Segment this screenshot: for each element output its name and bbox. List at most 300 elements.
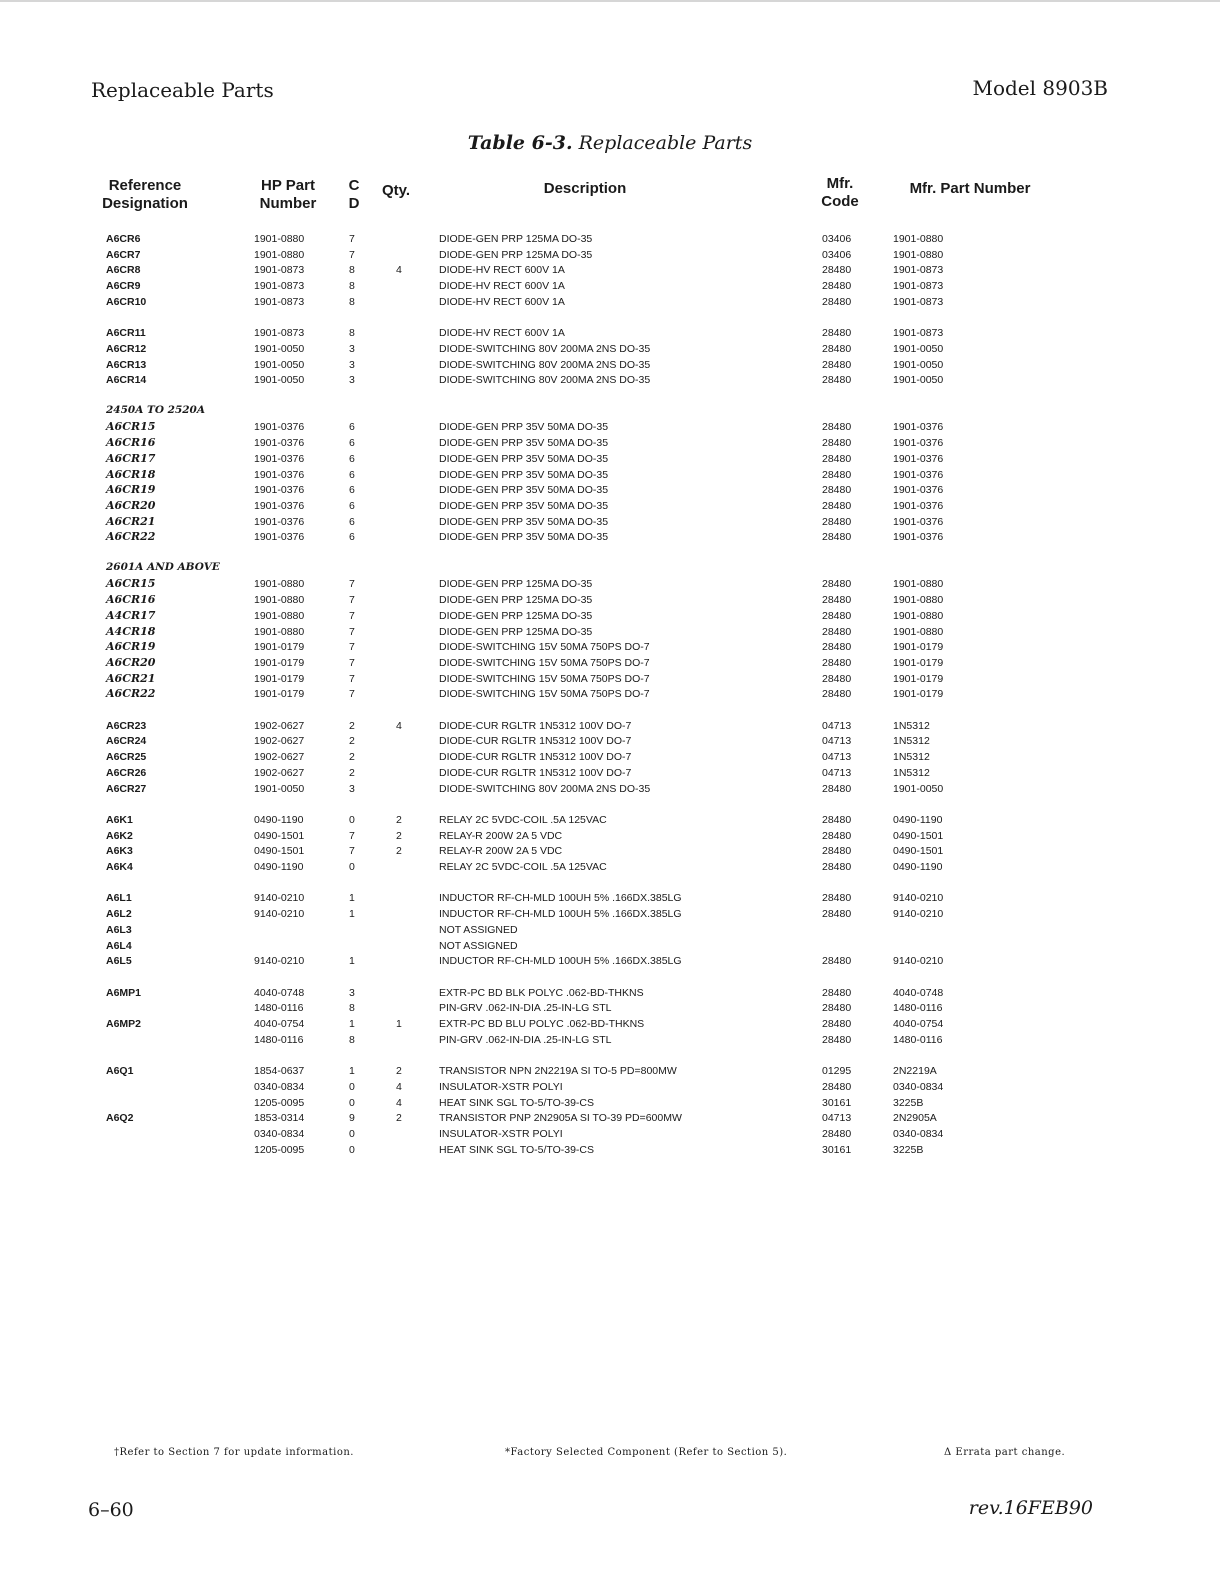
table-row (0, 828, 1220, 844)
cell-mpn: 1N5312 (893, 735, 930, 748)
cell-desc: DIODE-GEN PRP 125MA DO-35 (439, 578, 593, 591)
table-row (0, 451, 1220, 467)
cell-cd: 6 (349, 484, 355, 497)
table-row (0, 482, 1220, 498)
cell-mpn: 1901-0376 (893, 421, 944, 434)
cell-cd: 8 (349, 327, 355, 340)
cell-ref: A6CR21 (106, 671, 156, 685)
table-row (0, 953, 1220, 969)
cell-cd: 6 (349, 437, 355, 450)
table-row (0, 686, 1220, 702)
cell-mpn: 1901-0880 (893, 609, 944, 622)
cell-desc: DIODE-HV RECT 600V 1A (439, 264, 565, 277)
cell-hp: 1205-0095 (254, 1096, 305, 1109)
cell-hp: 9140-0210 (254, 892, 305, 905)
cell-code: 28480 (822, 452, 852, 465)
table-row (0, 843, 1220, 859)
cell-desc: RELAY 2C 5VDC-COIL .5A 125VAC (439, 813, 607, 826)
table-row (0, 357, 1220, 373)
cell-cd: 0 (349, 1096, 355, 1109)
cell-ref: A6CR17 (106, 451, 156, 465)
cell-mpn: 1901-0376 (893, 452, 944, 465)
cell-ref: A4CR17 (106, 608, 156, 622)
revision-date: rev.16FEB90 (968, 1497, 1093, 1519)
cell-cd: 2 (349, 735, 355, 748)
cell-ref: A6CR27 (106, 782, 147, 795)
cell-qty: 2 (396, 813, 402, 826)
table-row (0, 812, 1220, 828)
group-label: 2450A TO 2520A (106, 403, 206, 416)
table-row (0, 529, 1220, 545)
cell-ref: A6CR14 (106, 374, 147, 387)
cell-cd: 2 (349, 751, 355, 764)
cell-code: 28480 (822, 641, 852, 654)
cell-hp: 1901-0873 (254, 280, 305, 293)
table-row (0, 372, 1220, 388)
cell-cd: 7 (349, 672, 355, 685)
cell-mpn: 1901-0376 (893, 437, 944, 450)
table-row (0, 906, 1220, 922)
cell-code: 28480 (822, 264, 852, 277)
cell-code: 30161 (822, 1143, 852, 1156)
cell-ref: A6CR12 (106, 342, 147, 355)
cell-code: 28480 (822, 1127, 852, 1140)
cell-desc: DIODE-SWITCHING 15V 50MA 750PS DO-7 (439, 641, 650, 654)
table-row (0, 576, 1220, 592)
cell-mpn: 1901-0880 (893, 578, 944, 591)
cell-code: 28480 (822, 374, 852, 387)
cell-desc: INSULATOR-XSTR POLYI (439, 1080, 563, 1093)
cell-code: 28480 (822, 421, 852, 434)
cell-mpn: 1901-0050 (893, 358, 944, 371)
cell-hp: 1901-0873 (254, 295, 305, 308)
cell-hp: 1901-0179 (254, 672, 305, 685)
cell-mpn: 1N5312 (893, 751, 930, 764)
cell-ref: A6CR22 (106, 687, 156, 701)
cell-desc: DIODE-GEN PRP 35V 50MA DO-35 (439, 499, 609, 512)
cell-code: 28480 (822, 484, 852, 497)
cell-ref: A6K4 (106, 861, 133, 873)
footnote-factory-selected: *Factory Selected Component (Refer to Section 5). (505, 1447, 788, 1458)
cell-desc: NOT ASSIGNED (439, 923, 518, 936)
cell-ref: A6CR15 (106, 577, 156, 591)
cell-cd: 7 (349, 594, 355, 607)
cell-qty: 2 (396, 1065, 402, 1078)
cell-hp: 0490-1190 (254, 813, 304, 826)
cell-cd: 8 (349, 1002, 355, 1015)
col-hp-line1: HP Part (261, 177, 315, 194)
cell-ref: A6K1 (106, 813, 133, 826)
cell-desc: INDUCTOR RF-CH-MLD 100UH 5% .166DX.385LG (439, 955, 682, 968)
cell-ref: A6K3 (106, 845, 133, 858)
cell-cd: 6 (349, 421, 355, 434)
cell-cd: 9 (349, 1112, 355, 1125)
cell-ref: A6CR26 (106, 766, 147, 779)
cell-code: 28480 (822, 955, 852, 968)
cell-desc: PIN-GRV .062-IN-DIA .25-IN-LG STL (439, 1033, 612, 1046)
footnote-update-info: †Refer to Section 7 for update information. (114, 1447, 354, 1458)
table-row (0, 419, 1220, 435)
cell-hp: 1901-0376 (254, 484, 305, 497)
cell-ref: A6CR6 (106, 233, 141, 245)
cell-ref: A6CR7 (106, 248, 141, 261)
cell-code: 28480 (822, 468, 852, 481)
cell-ref: A4CR18 (106, 624, 156, 638)
cell-mpn: 1901-0179 (893, 641, 944, 654)
cell-code: 01295 (822, 1065, 852, 1078)
cell-desc: DIODE-GEN PRP 35V 50MA DO-35 (439, 531, 609, 544)
cell-code: 28480 (822, 986, 852, 999)
cell-code: 28480 (822, 342, 852, 355)
cell-cd: 2 (349, 719, 355, 732)
cell-desc: DIODE-GEN PRP 125MA DO-35 (439, 609, 593, 622)
table-row (0, 718, 1220, 734)
cell-mpn: 1N5312 (893, 719, 930, 732)
table-row (0, 1032, 1220, 1048)
cell-code: 30161 (822, 1096, 852, 1109)
cell-cd: 8 (349, 295, 355, 308)
table-row (0, 325, 1220, 341)
cell-cd: 1 (349, 1018, 355, 1030)
cell-ref: A6CR16 (106, 436, 156, 450)
cell-desc: HEAT SINK SGL TO-5/TO-39-CS (439, 1096, 595, 1109)
cell-ref: A6CR11 (106, 327, 146, 340)
cell-mpn: 1480-0116 (893, 1002, 943, 1015)
cell-ref: A6L3 (106, 923, 132, 936)
cell-desc: INDUCTOR RF-CH-MLD 100UH 5% .166DX.385LG (439, 908, 682, 921)
table-row (0, 231, 1220, 247)
cell-hp: 1205-0095 (254, 1143, 305, 1156)
table-row (0, 985, 1220, 1001)
cell-code: 28480 (822, 829, 852, 842)
cell-mpn: 9140-0210 (893, 892, 944, 905)
table-row (0, 592, 1220, 608)
cell-desc: DIODE-GEN PRP 125MA DO-35 (439, 594, 593, 607)
cell-desc: DIODE-GEN PRP 35V 50MA DO-35 (439, 421, 609, 434)
cell-hp: 1901-0050 (254, 342, 305, 355)
col-cd-line2: D (348, 195, 360, 212)
cell-code: 28480 (822, 656, 852, 669)
cell-mpn: 3225B (893, 1096, 924, 1109)
cell-cd: 8 (349, 280, 355, 293)
cell-cd: 7 (349, 829, 355, 842)
cell-desc: DIODE-GEN PRP 35V 50MA DO-35 (439, 468, 609, 481)
cell-desc: DIODE-SWITCHING 15V 50MA 750PS DO-7 (439, 688, 650, 701)
cell-mpn: 1901-0376 (893, 499, 944, 512)
cell-desc: EXTR-PC BD BLK POLYC .062-BD-THKNS (439, 986, 644, 999)
cell-cd: 7 (349, 845, 355, 858)
cell-desc: DIODE-GEN PRP 125MA DO-35 (439, 248, 593, 261)
cell-hp: 1901-0880 (254, 594, 305, 607)
cell-mpn: 1901-0873 (893, 327, 944, 340)
cell-code: 03406 (822, 233, 852, 245)
cell-hp: 0340-0834 (254, 1080, 305, 1093)
cell-mpn: 3225B (893, 1143, 924, 1156)
table-row (0, 514, 1220, 530)
cell-ref: A6CR15 (106, 420, 156, 434)
cell-cd: 7 (349, 578, 355, 591)
cell-code: 28480 (822, 813, 852, 826)
cell-code: 04713 (822, 751, 852, 764)
cell-hp: 1901-0179 (254, 641, 305, 654)
cell-mpn: 1901-0873 (893, 280, 944, 293)
cell-hp: 1901-0376 (254, 421, 305, 434)
cell-code: 28480 (822, 515, 852, 528)
cell-desc: DIODE-CUR RGLTR 1N5312 100V DO-7 (439, 751, 632, 764)
cell-cd: 1 (349, 955, 355, 968)
col-description: Description (543, 180, 627, 197)
table-row (0, 498, 1220, 514)
cell-qty: 2 (396, 829, 402, 842)
table-row (0, 890, 1220, 906)
table-row (0, 1016, 1220, 1032)
cell-hp: 1480-0116 (254, 1002, 304, 1015)
cell-mpn: 0340-0834 (893, 1080, 944, 1093)
cell-code: 28480 (822, 782, 852, 795)
col-mfr-line1: Mfr. (826, 175, 854, 192)
cell-desc: RELAY 2C 5VDC-COIL .5A 125VAC (439, 861, 607, 873)
cell-desc: RELAY-R 200W 2A 5 VDC (439, 829, 563, 842)
cell-desc: DIODE-SWITCHING 80V 200MA 2NS DO-35 (439, 342, 651, 355)
cell-ref: A6CR18 (106, 467, 156, 481)
cell-hp: 1853-0314 (254, 1112, 305, 1125)
table-row (0, 938, 1220, 954)
table-row (0, 247, 1220, 263)
cell-code: 28480 (822, 327, 852, 340)
cell-cd: 6 (349, 515, 355, 528)
cell-hp: 4040-0748 (254, 986, 305, 999)
cell-desc: DIODE-GEN PRP 35V 50MA DO-35 (439, 484, 609, 497)
cell-mpn: 4040-0748 (893, 986, 944, 999)
cell-hp: 1901-0880 (254, 625, 305, 638)
cell-mpn: 0490-1190 (893, 861, 943, 873)
cell-ref: A6Q2 (106, 1112, 134, 1125)
cell-mpn: 9140-0210 (893, 955, 944, 968)
cell-mpn: 1901-0376 (893, 515, 944, 528)
cell-cd: 6 (349, 468, 355, 481)
cell-mpn: 1901-0880 (893, 233, 944, 245)
cell-hp: 1901-0880 (254, 233, 305, 245)
cell-mpn: 2N2219A (893, 1065, 937, 1078)
cell-hp: 1901-0376 (254, 437, 305, 450)
cell-desc: DIODE-CUR RGLTR 1N5312 100V DO-7 (439, 719, 632, 732)
table-row (0, 608, 1220, 624)
cell-code: 28480 (822, 1002, 852, 1015)
cell-mpn: 0490-1501 (893, 845, 944, 858)
cell-ref: A6CR24 (106, 735, 147, 748)
col-mfr-line2: Code (821, 193, 859, 210)
cell-desc: DIODE-GEN PRP 125MA DO-35 (439, 625, 593, 638)
table-row (0, 262, 1220, 278)
cell-mpn: 0490-1190 (893, 813, 943, 826)
col-cd-line1: C (348, 177, 360, 194)
cell-code: 04713 (822, 735, 852, 748)
cell-hp: 1480-0116 (254, 1033, 304, 1046)
cell-qty: 4 (396, 264, 402, 277)
cell-ref: A6L2 (106, 908, 132, 921)
cell-mpn: 0490-1501 (893, 829, 944, 842)
cell-cd: 3 (349, 986, 355, 999)
cell-desc: DIODE-GEN PRP 35V 50MA DO-35 (439, 452, 609, 465)
cell-desc: EXTR-PC BD BLU POLYC .062-BD-THKNS (439, 1018, 645, 1030)
cell-desc: DIODE-GEN PRP 125MA DO-35 (439, 233, 593, 245)
cell-ref: A6K2 (106, 829, 133, 842)
cell-hp: 1902-0627 (254, 735, 305, 748)
cell-ref: A6CR10 (106, 295, 147, 308)
cell-hp: 1901-0050 (254, 782, 305, 795)
table-row (0, 922, 1220, 938)
table-row (0, 749, 1220, 765)
table-row (0, 733, 1220, 749)
cell-mpn: 9140-0210 (893, 908, 944, 921)
cell-desc: DIODE-HV RECT 600V 1A (439, 295, 565, 308)
footnote-errata: Δ Errata part change. (944, 1447, 1066, 1458)
table-row (0, 1063, 1220, 1079)
cell-hp: 0340-0834 (254, 1127, 305, 1140)
cell-hp: 9140-0210 (254, 955, 305, 968)
cell-code: 28480 (822, 861, 852, 873)
cell-code: 28480 (822, 594, 852, 607)
cell-code: 28480 (822, 437, 852, 450)
cell-hp: 1901-0050 (254, 374, 305, 387)
table-row (0, 1000, 1220, 1016)
table-row (0, 624, 1220, 640)
table-name: Replaceable Parts (578, 132, 753, 154)
cell-desc: RELAY-R 200W 2A 5 VDC (439, 845, 563, 858)
cell-desc: DIODE-HV RECT 600V 1A (439, 280, 565, 293)
cell-ref: A6CR13 (106, 358, 147, 371)
cell-cd: 2 (349, 766, 355, 779)
table-row (0, 278, 1220, 294)
cell-qty: 4 (396, 719, 402, 732)
cell-mpn: 1480-0116 (893, 1033, 943, 1046)
table-row (0, 341, 1220, 357)
cell-desc: INDUCTOR RF-CH-MLD 100UH 5% .166DX.385LG (439, 892, 682, 905)
cell-code: 28480 (822, 578, 852, 591)
cell-mpn: 1901-0873 (893, 295, 944, 308)
cell-hp: 1901-0873 (254, 327, 305, 340)
cell-ref: A6CR22 (106, 530, 156, 544)
cell-desc: DIODE-SWITCHING 80V 200MA 2NS DO-35 (439, 782, 651, 795)
col-qty: Qty. (381, 182, 411, 199)
cell-desc: TRANSISTOR NPN 2N2219A SI TO-5 PD=800MW (439, 1065, 677, 1078)
cell-cd: 3 (349, 358, 355, 371)
cell-qty: 2 (396, 1112, 402, 1125)
col-mfr-part-number: Mfr. Part Number (909, 180, 1031, 197)
cell-desc: DIODE-HV RECT 600V 1A (439, 327, 565, 340)
cell-code: 28480 (822, 609, 852, 622)
col-ref-line2: Designation (102, 195, 188, 212)
cell-hp: 1901-0179 (254, 688, 305, 701)
cell-desc: DIODE-SWITCHING 15V 50MA 750PS DO-7 (439, 672, 650, 685)
cell-desc: DIODE-GEN PRP 35V 50MA DO-35 (439, 515, 609, 528)
cell-code: 28480 (822, 531, 852, 544)
cell-hp: 1854-0637 (254, 1065, 305, 1078)
cell-mpn: 1901-0880 (893, 594, 944, 607)
cell-cd: 7 (349, 688, 355, 701)
cell-cd: 8 (349, 1033, 355, 1046)
cell-code: 03406 (822, 248, 852, 261)
table-row (0, 781, 1220, 797)
cell-ref: A6CR20 (106, 655, 156, 669)
cell-qty: 1 (396, 1018, 402, 1030)
cell-mpn: 1901-0873 (893, 264, 944, 277)
cell-cd: 1 (349, 892, 355, 905)
cell-desc: DIODE-GEN PRP 35V 50MA DO-35 (439, 437, 609, 450)
cell-cd: 3 (349, 342, 355, 355)
cell-code: 28480 (822, 1080, 852, 1093)
cell-cd: 3 (349, 374, 355, 387)
cell-cd: 7 (349, 609, 355, 622)
cell-code: 28480 (822, 1018, 852, 1030)
cell-hp: 0490-1190 (254, 861, 304, 873)
cell-cd: 8 (349, 264, 355, 277)
cell-mpn: 1901-0376 (893, 531, 944, 544)
table-row (0, 765, 1220, 781)
cell-desc: TRANSISTOR PNP 2N2905A SI TO-39 PD=600MW (439, 1112, 682, 1125)
cell-mpn: 2N2905A (893, 1112, 937, 1125)
cell-cd: 0 (349, 861, 355, 873)
cell-ref: A6CR23 (106, 719, 147, 732)
cell-hp: 1902-0627 (254, 766, 305, 779)
cell-hp: 1901-0376 (254, 515, 305, 528)
table-row (0, 1142, 1220, 1158)
cell-hp: 1902-0627 (254, 719, 305, 732)
cell-mpn: 4040-0754 (893, 1018, 944, 1030)
cell-cd: 0 (349, 1127, 355, 1140)
cell-code: 04713 (822, 719, 852, 732)
cell-mpn: 0340-0834 (893, 1127, 944, 1140)
cell-hp: 0490-1501 (254, 829, 305, 842)
cell-cd: 7 (349, 641, 355, 654)
cell-cd: 1 (349, 1065, 355, 1078)
cell-hp: 4040-0754 (254, 1018, 305, 1030)
cell-code: 28480 (822, 625, 852, 638)
cell-ref: A6CR16 (106, 593, 156, 607)
cell-mpn: 1901-0880 (893, 625, 944, 638)
cell-cd: 7 (349, 233, 355, 245)
table-row (0, 655, 1220, 671)
cell-code: 28480 (822, 1033, 852, 1046)
cell-hp: 1901-0880 (254, 248, 305, 261)
cell-cd: 0 (349, 1080, 355, 1093)
section-title: Replaceable Parts (91, 78, 274, 102)
cell-desc: DIODE-SWITCHING 80V 200MA 2NS DO-35 (439, 358, 651, 371)
cell-hp: 1901-0880 (254, 578, 305, 591)
cell-hp: 1901-0376 (254, 452, 305, 465)
cell-hp: 1902-0627 (254, 751, 305, 764)
cell-mpn: 1901-0376 (893, 468, 944, 481)
cell-desc: PIN-GRV .062-IN-DIA .25-IN-LG STL (439, 1002, 612, 1015)
cell-code: 28480 (822, 499, 852, 512)
cell-mpn: 1901-0179 (893, 688, 944, 701)
cell-hp: 1901-0179 (254, 656, 305, 669)
table-row (0, 1079, 1220, 1095)
cell-mpn: 1901-0179 (893, 656, 944, 669)
cell-qty: 4 (396, 1096, 402, 1109)
cell-mpn: 1901-0050 (893, 342, 944, 355)
model-title: Model 8903B (972, 76, 1108, 100)
cell-mpn: 1901-0880 (893, 248, 944, 261)
cell-hp: 0490-1501 (254, 845, 305, 858)
cell-ref: A6CR19 (106, 640, 156, 654)
cell-qty: 2 (396, 845, 402, 858)
cell-desc: DIODE-SWITCHING 15V 50MA 750PS DO-7 (439, 656, 650, 669)
cell-ref: A6CR19 (106, 483, 156, 497)
cell-cd: 7 (349, 625, 355, 638)
cell-cd: 7 (349, 656, 355, 669)
cell-desc: DIODE-CUR RGLTR 1N5312 100V DO-7 (439, 735, 632, 748)
